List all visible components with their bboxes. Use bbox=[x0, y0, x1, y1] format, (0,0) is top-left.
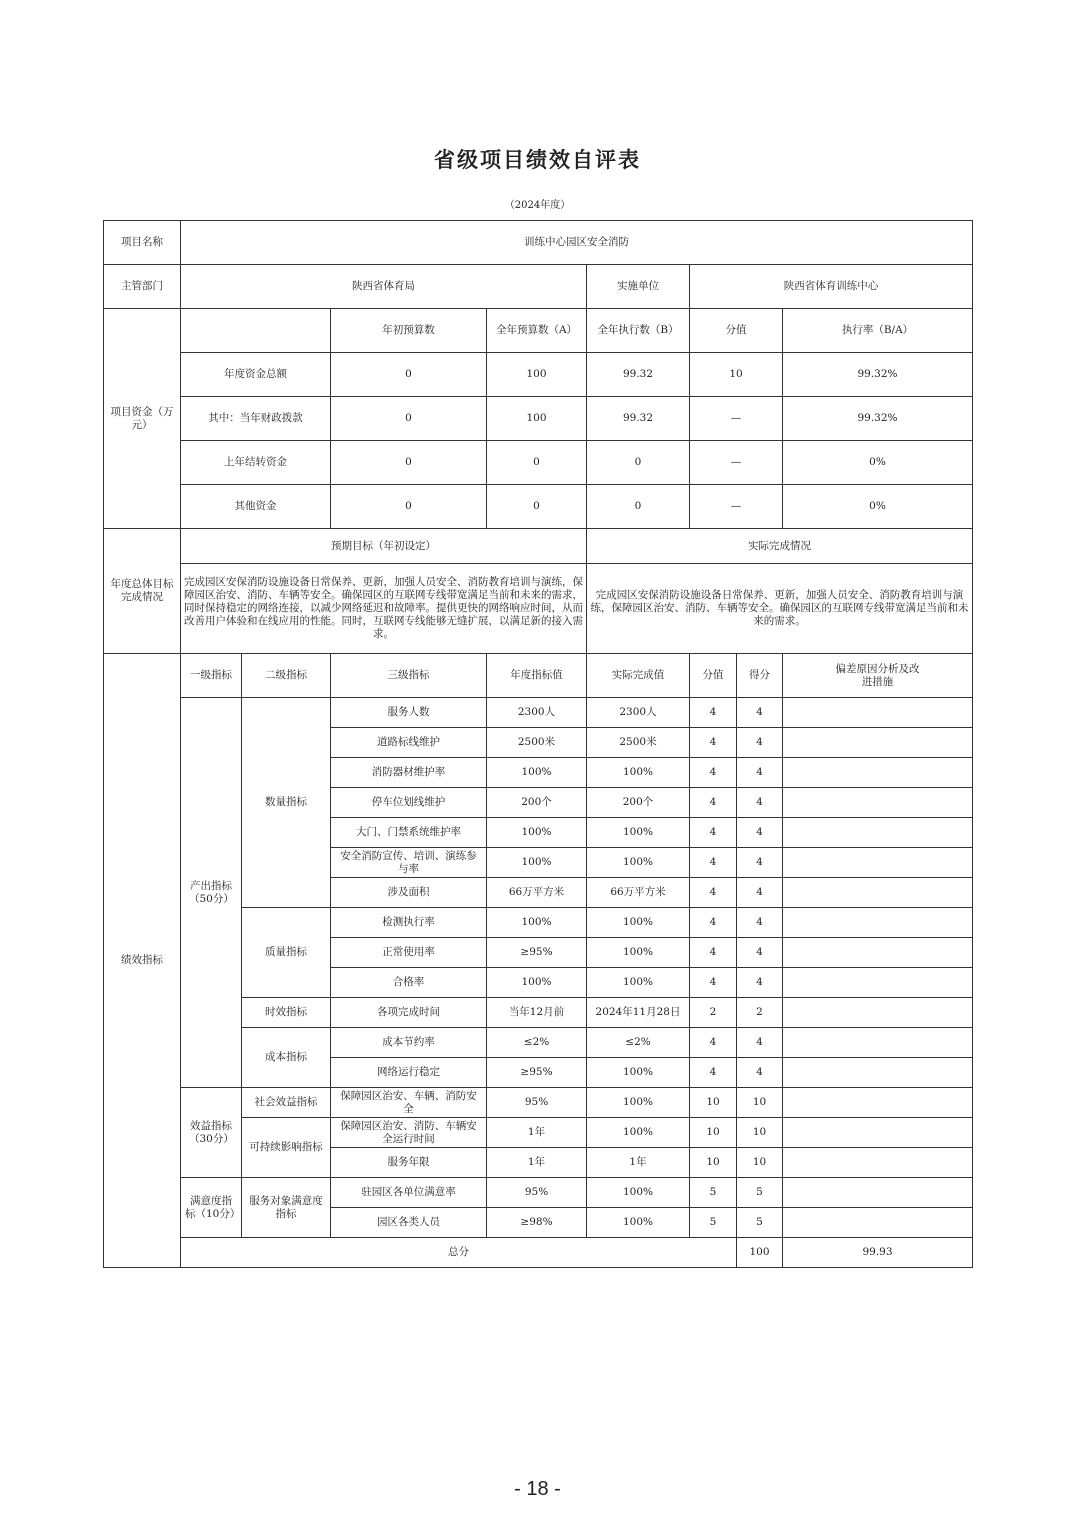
indicator-actual: 100% bbox=[587, 1118, 690, 1148]
perf-header-analysis: 偏差原因分析及改进措施 bbox=[783, 654, 973, 698]
funds-row-name: 上年结转资金 bbox=[181, 441, 331, 485]
indicator-score-value: 10 bbox=[690, 1118, 737, 1148]
indicator-target: 200个 bbox=[487, 788, 587, 818]
perf-header-score: 得分 bbox=[737, 654, 783, 698]
indicator-score: 4 bbox=[737, 1058, 783, 1088]
indicator-score-value: 4 bbox=[690, 938, 737, 968]
funds-header: 执行率（B/A） bbox=[783, 309, 973, 353]
subgroup-social: 社会效益指标 bbox=[242, 1088, 331, 1118]
project-name-label: 项目名称 bbox=[104, 221, 181, 265]
funds-row-name: 其中：当年财政拨款 bbox=[181, 397, 331, 441]
indicator-target: 2500米 bbox=[487, 728, 587, 758]
indicator-target: 95% bbox=[487, 1088, 587, 1118]
funds-header-blank bbox=[181, 309, 331, 353]
indicator-name: 网络运行稳定 bbox=[331, 1058, 487, 1088]
indicator-analysis bbox=[783, 1118, 973, 1148]
actual-goal-text: 完成园区安保消防设施设备日常保养、更新，加强人员安全、消防教育培训与演练，保障园区治安、消防、车辆等安全。确保园区的互联网专线带宽满足当前和未来的需求。 bbox=[587, 564, 973, 654]
indicator-score-value: 2 bbox=[690, 998, 737, 1028]
year-label: （2024年度） bbox=[504, 200, 571, 211]
indicator-name: 园区各类人员 bbox=[331, 1208, 487, 1238]
indicator-actual: 100% bbox=[587, 1058, 690, 1088]
indicator-analysis bbox=[783, 818, 973, 848]
indicator-target: 95% bbox=[487, 1178, 587, 1208]
indicator-score-value: 10 bbox=[690, 1148, 737, 1178]
project-name: 训练中心园区安全消防 bbox=[181, 221, 973, 265]
funds-cell: — bbox=[690, 397, 783, 441]
funds-cell: 0 bbox=[331, 397, 487, 441]
indicator-score: 2 bbox=[737, 998, 783, 1028]
funds-cell: 0 bbox=[487, 485, 587, 529]
indicator-score: 4 bbox=[737, 788, 783, 818]
perf-header-target: 年度指标值 bbox=[487, 654, 587, 698]
indicator-name: 涉及面积 bbox=[331, 878, 487, 908]
indicator-name: 成本节约率 bbox=[331, 1028, 487, 1058]
indicator-score-value: 4 bbox=[690, 728, 737, 758]
indicator-score-value: 4 bbox=[690, 698, 737, 728]
indicator-target: 100% bbox=[487, 758, 587, 788]
indicator-name: 服务年限 bbox=[331, 1148, 487, 1178]
subgroup-cost: 成本指标 bbox=[242, 1028, 331, 1088]
funds-cell: 0 bbox=[331, 353, 487, 397]
indicator-score: 4 bbox=[737, 758, 783, 788]
funds-cell: 100 bbox=[487, 353, 587, 397]
subgroup-service: 服务对象满意度指标 bbox=[242, 1178, 331, 1238]
indicator-analysis bbox=[783, 758, 973, 788]
perf-header-l2: 二级指标 bbox=[242, 654, 331, 698]
indicator-name: 安全消防宣传、培训、演练参与率 bbox=[331, 848, 487, 878]
indicator-score: 4 bbox=[737, 698, 783, 728]
indicator-target: 100% bbox=[487, 968, 587, 998]
funds-header: 全年执行数（B） bbox=[587, 309, 690, 353]
indicator-actual: 66万平方米 bbox=[587, 878, 690, 908]
indicator-analysis bbox=[783, 1028, 973, 1058]
funds-cell: 0% bbox=[783, 485, 973, 529]
indicator-target: 100% bbox=[487, 908, 587, 938]
indicator-name: 道路标线维护 bbox=[331, 728, 487, 758]
funds-cell: 99.32% bbox=[783, 353, 973, 397]
expected-goal-header: 预期目标（年初设定） bbox=[181, 529, 587, 564]
indicator-score-value: 5 bbox=[690, 1208, 737, 1238]
indicator-actual: 2500米 bbox=[587, 728, 690, 758]
indicator-actual: 100% bbox=[587, 818, 690, 848]
indicator-analysis bbox=[783, 728, 973, 758]
indicator-target: ≥98% bbox=[487, 1208, 587, 1238]
indicator-score-value: 4 bbox=[690, 818, 737, 848]
indicator-name: 正常使用率 bbox=[331, 938, 487, 968]
page-title: 省级项目绩效自评表 bbox=[434, 147, 641, 172]
indicator-analysis bbox=[783, 1208, 973, 1238]
indicator-analysis bbox=[783, 1148, 973, 1178]
indicator-actual: 100% bbox=[587, 1088, 690, 1118]
indicator-name: 保障园区治安、消防、车辆安全运行时间 bbox=[331, 1118, 487, 1148]
indicator-score-value: 4 bbox=[690, 788, 737, 818]
indicator-score: 4 bbox=[737, 818, 783, 848]
indicator-actual: 100% bbox=[587, 758, 690, 788]
indicator-score-value: 10 bbox=[690, 1088, 737, 1118]
impl-label: 实施单位 bbox=[587, 265, 690, 309]
perf-header-score-value: 分值 bbox=[690, 654, 737, 698]
indicator-name: 各项完成时间 bbox=[331, 998, 487, 1028]
dept-label: 主管部门 bbox=[104, 265, 181, 309]
funds-header: 分值 bbox=[690, 309, 783, 353]
funds-cell: 99.32 bbox=[587, 397, 690, 441]
indicator-analysis bbox=[783, 938, 973, 968]
evaluation-table bbox=[103, 220, 973, 1268]
funds-cell: 0 bbox=[331, 485, 487, 529]
indicator-actual: 100% bbox=[587, 938, 690, 968]
indicator-name: 大门、门禁系统维护率 bbox=[331, 818, 487, 848]
indicator-score: 10 bbox=[737, 1088, 783, 1118]
subgroup-timeliness: 时效指标 bbox=[242, 998, 331, 1028]
indicator-analysis bbox=[783, 908, 973, 938]
funds-row-name: 其他资金 bbox=[181, 485, 331, 529]
perf-header-l1: 一级指标 bbox=[181, 654, 242, 698]
indicator-score-value: 4 bbox=[690, 908, 737, 938]
indicator-score: 4 bbox=[737, 728, 783, 758]
indicator-target: 100% bbox=[487, 818, 587, 848]
subgroup-sustain: 可持续影响指标 bbox=[242, 1118, 331, 1178]
indicator-score-value: 4 bbox=[690, 1058, 737, 1088]
indicator-analysis bbox=[783, 1058, 973, 1088]
indicator-analysis bbox=[783, 698, 973, 728]
indicator-name: 驻园区各单位满意率 bbox=[331, 1178, 487, 1208]
indicator-target: 1年 bbox=[487, 1148, 587, 1178]
indicator-score: 4 bbox=[737, 908, 783, 938]
indicator-analysis bbox=[783, 1088, 973, 1118]
indicator-score: 4 bbox=[737, 848, 783, 878]
funds-cell: 0 bbox=[487, 441, 587, 485]
subgroup-quality: 质量指标 bbox=[242, 908, 331, 998]
indicator-actual: 100% bbox=[587, 848, 690, 878]
perf-header-l3: 三级指标 bbox=[331, 654, 487, 698]
total-score-value: 100 bbox=[737, 1238, 783, 1268]
impl-value: 陕西省体育训练中心 bbox=[690, 265, 973, 309]
indicator-target: ≤2% bbox=[487, 1028, 587, 1058]
indicator-score-value: 4 bbox=[690, 878, 737, 908]
indicator-actual: ≤2% bbox=[587, 1028, 690, 1058]
funds-cell: 10 bbox=[690, 353, 783, 397]
indicator-analysis bbox=[783, 788, 973, 818]
indicator-actual: 100% bbox=[587, 1178, 690, 1208]
indicator-score-value: 5 bbox=[690, 1178, 737, 1208]
indicator-analysis bbox=[783, 968, 973, 998]
perf-label: 绩效指标 bbox=[104, 654, 181, 1268]
total-score: 99.93 bbox=[783, 1238, 973, 1268]
page-number: - 18 - bbox=[514, 1478, 561, 1500]
indicator-score: 4 bbox=[737, 1028, 783, 1058]
group-output: 产出指标（50分） bbox=[181, 698, 242, 1088]
indicator-actual: 100% bbox=[587, 908, 690, 938]
indicator-score-value: 4 bbox=[690, 968, 737, 998]
indicator-target: 1年 bbox=[487, 1118, 587, 1148]
indicator-score: 10 bbox=[737, 1148, 783, 1178]
indicator-analysis bbox=[783, 998, 973, 1028]
indicator-score: 5 bbox=[737, 1208, 783, 1238]
funds-header: 全年预算数（A） bbox=[487, 309, 587, 353]
funds-row-name: 年度资金总额 bbox=[181, 353, 331, 397]
indicator-score: 10 bbox=[737, 1118, 783, 1148]
funds-cell: 100 bbox=[487, 397, 587, 441]
indicator-score-value: 4 bbox=[690, 758, 737, 788]
funds-header: 年初预算数 bbox=[331, 309, 487, 353]
indicator-analysis bbox=[783, 1178, 973, 1208]
indicator-score: 4 bbox=[737, 968, 783, 998]
group-satisfaction: 满意度指标（10分） bbox=[181, 1178, 242, 1238]
subgroup-quantity: 数量指标 bbox=[242, 698, 331, 908]
funds-cell: 0% bbox=[783, 441, 973, 485]
indicator-name: 消防器材维护率 bbox=[331, 758, 487, 788]
perf-header-actual: 实际完成值 bbox=[587, 654, 690, 698]
funds-cell: — bbox=[690, 441, 783, 485]
indicator-target: 100% bbox=[487, 848, 587, 878]
indicator-name: 服务人数 bbox=[331, 698, 487, 728]
indicator-name: 停车位划线维护 bbox=[331, 788, 487, 818]
indicator-target: 66万平方米 bbox=[487, 878, 587, 908]
funds-cell: 0 bbox=[587, 441, 690, 485]
indicator-score: 4 bbox=[737, 938, 783, 968]
indicator-analysis bbox=[783, 878, 973, 908]
indicator-score-value: 4 bbox=[690, 848, 737, 878]
indicator-analysis bbox=[783, 848, 973, 878]
dept-value: 陕西省体育局 bbox=[181, 265, 587, 309]
group-benefit: 效益指标（30分） bbox=[181, 1088, 242, 1178]
indicator-score-value: 4 bbox=[690, 1028, 737, 1058]
indicator-name: 保障园区治安、车辆、消防安全 bbox=[331, 1088, 487, 1118]
indicator-actual: 100% bbox=[587, 1208, 690, 1238]
indicator-actual: 100% bbox=[587, 968, 690, 998]
indicator-actual: 1年 bbox=[587, 1148, 690, 1178]
funds-cell: 0 bbox=[587, 485, 690, 529]
indicator-name: 合格率 bbox=[331, 968, 487, 998]
actual-goal-header: 实际完成情况 bbox=[587, 529, 973, 564]
funds-cell: 0 bbox=[331, 441, 487, 485]
indicator-target: ≥95% bbox=[487, 1058, 587, 1088]
total-label: 总分 bbox=[181, 1238, 737, 1268]
funds-cell: 99.32 bbox=[587, 353, 690, 397]
indicator-target: ≥95% bbox=[487, 938, 587, 968]
expected-goal-text: 完成园区安保消防设施设备日常保养、更新，加强人员安全、消防教育培训与演练，保障园区治安、消防、车辆等安全。确保园区的互联网专线带宽满足当前和未来的需求，同时保持稳定的网络连接，以减少网络延迟和故障率。提供更快的网络响应时间，从而改善用户体验和在线应用的性能。同时，互联网专线能够无缝扩展，以满足新的接入需求。 bbox=[181, 564, 587, 654]
indicator-score: 5 bbox=[737, 1178, 783, 1208]
goals-label: 年度总体目标完成情况 bbox=[104, 529, 181, 654]
funds-cell: 99.32% bbox=[783, 397, 973, 441]
funds-label: 项目资金（万元） bbox=[104, 309, 181, 529]
indicator-target: 当年12月前 bbox=[487, 998, 587, 1028]
indicator-actual: 200个 bbox=[587, 788, 690, 818]
funds-cell: — bbox=[690, 485, 783, 529]
indicator-actual: 2024年11月28日 bbox=[587, 998, 690, 1028]
indicator-actual: 2300人 bbox=[587, 698, 690, 728]
indicator-score: 4 bbox=[737, 878, 783, 908]
indicator-target: 2300人 bbox=[487, 698, 587, 728]
indicator-name: 检测执行率 bbox=[331, 908, 487, 938]
